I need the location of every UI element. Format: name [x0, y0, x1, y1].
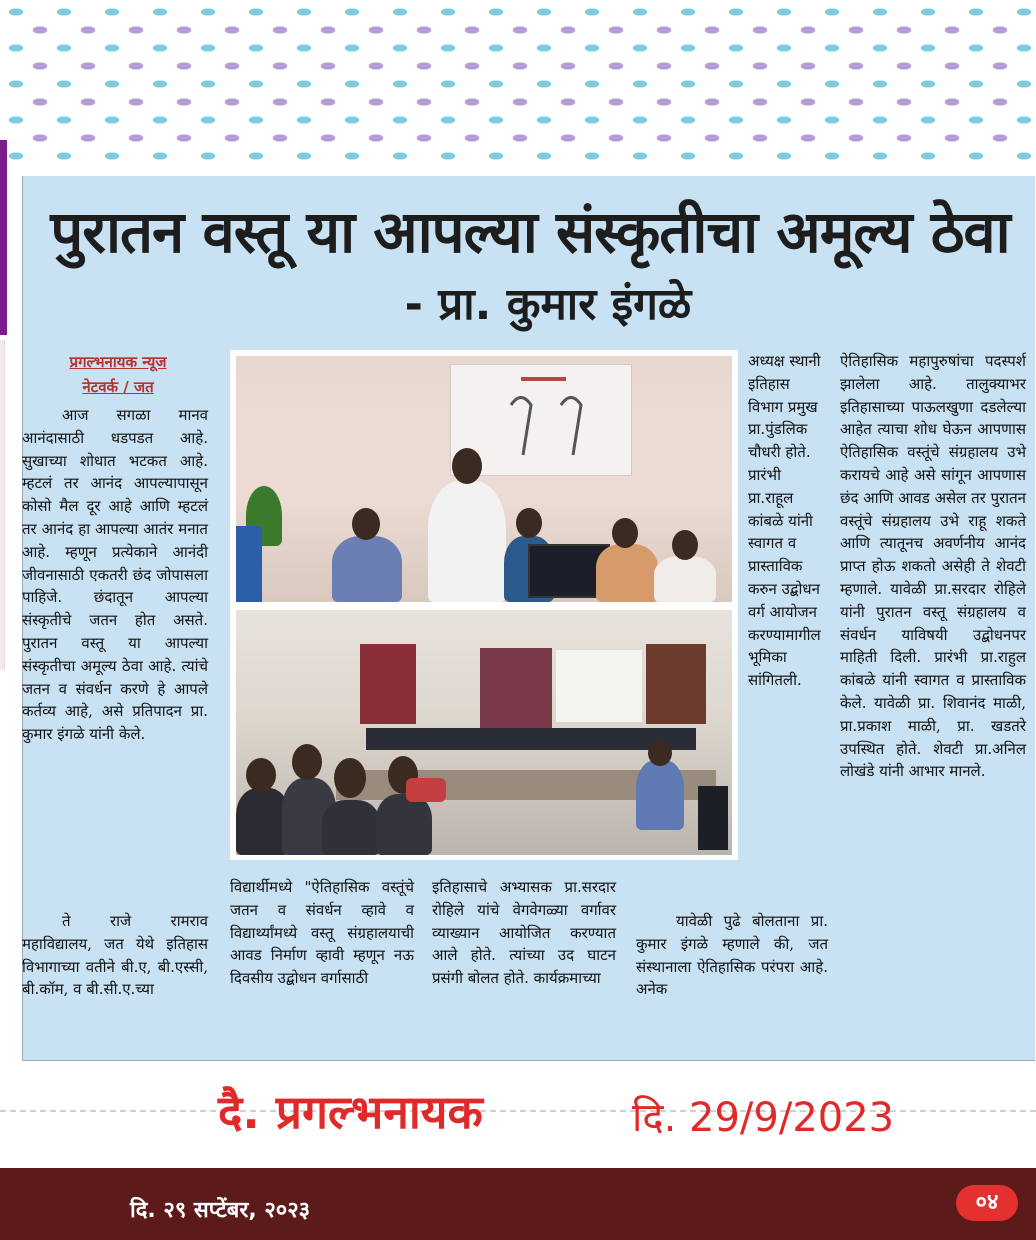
student-head-2 [292, 744, 322, 780]
decorative-fish-pattern [0, 0, 1036, 160]
article-column-1 [22, 404, 208, 746]
student-head-3 [334, 758, 366, 798]
event-photo-stage [236, 356, 732, 602]
student-4 [376, 794, 432, 855]
left-page-edge [0, 340, 5, 670]
student-3 [322, 800, 380, 855]
issue-date: दि. २९ सप्टेंबर, २०२३ [130, 1198, 311, 1223]
page-number-badge: ०४ [956, 1185, 1018, 1221]
newspaper-name: दै. प्रगल्भनायक [218, 1085, 483, 1139]
person-seated-3 [596, 544, 658, 602]
clip-date: दि. 29/9/2023 [632, 1095, 895, 1141]
person-head-3 [612, 518, 638, 548]
monitor-row [366, 728, 696, 750]
man-seated [636, 760, 684, 830]
article-paragraph: यावेळी पुढे बोलताना प्रा. कुमार इंगळे म्हणाले की, जत संस्थानाला ऐतिहासिक परंपरा आहे. अनेक [636, 912, 828, 999]
article-paragraph: आज सगळा मानव आनंदासाठी धडपडत आहे. सुखाच्या शोधात भटकत आहे. म्हटलं तर आनंद आपल्यापासून कोसो मैल दूर आहे आणि म्हटलं तर आनंद हा आपल्या आतंर मनात आहे. म्हणून प्रत्येकाने आनंदी जीवनासाठी एकतरी छंद जोपासला पाहिजे. छंदातून आपल्या संस्कृतीचे जतन होत असते. पुरातन वस्तू या आपल्या संस्कृतीचा अमूल्य ठेवा आहे. त्यांचे जतन व संवर्धन करणे हे आपले कर्तव्य आहे, असे प्रतिपादन प्रा. कुमार इंगळे यांनी केले. [22, 406, 208, 744]
article-paragraph: ते राजे रामराव महाविद्यालय, जत येथे इतिहास विभागाच्या वतीने बी.ए, बी.एस्सी, बी.कॉम, व बी.सी.ए.च्या [22, 912, 208, 999]
byline-line-2: नेटवर्क / जत [82, 378, 154, 396]
byline-line-1: प्रगल्भनायक न्यूज [69, 353, 167, 371]
subheadline: - प्रा. कुमार इंगळे [404, 279, 692, 330]
man-head [648, 740, 672, 766]
person-head-4 [672, 530, 698, 560]
article-column-below-photo-3 [636, 910, 828, 1001]
student-head-1 [246, 758, 276, 792]
person-seated-4 [654, 556, 716, 602]
monitor-front [698, 786, 728, 850]
person-seated-1 [332, 536, 402, 602]
person-head-2 [516, 508, 542, 538]
article-column-1-continued [22, 910, 208, 1001]
headline: पुरातन वस्तू या आपल्या संस्कृतीचा अमूल्य ठेवा [50, 198, 1010, 266]
window-light [556, 650, 642, 722]
article-column-3: अध्यक्ष स्थानी इतिहास विभाग प्रमुख प्रा.पुंडलिक चौधरी होते. प्रारंभी प्रा.राहूल कांबळे यांनी स्वागत व प्रास्ताविक करुन उद्बोधन वर्ग आयोजन करण्यामागील भूमिका सांगितली. [748, 352, 821, 690]
curtain-1 [360, 644, 416, 724]
speaker-head [452, 448, 482, 484]
curtain-3 [646, 644, 706, 724]
article-column-below-photo-1: विद्यार्थीमध्ये "ऐतिहासिक वस्तूंचे जतन व संवर्धन व्हावे व विद्यार्थ्यांमध्ये वस्तू संग्रहालयाची आवड निर्माण व्हावी म्हणून नऊ दिवसीय उद्बोधन वर्गासाठी [230, 878, 414, 988]
person-head-1 [352, 508, 380, 540]
banner-blue [236, 526, 262, 602]
bag-red [406, 778, 446, 802]
speaker-standing [428, 481, 506, 602]
byline [38, 350, 198, 400]
article-column-4: ऐतिहासिक महापुरुषांचा पदस्पर्श झालेला आहे. तालुक्याभर इतिहासाच्या पाऊलखुणा दडलेल्या आहेत त्याचा शोध घेऊन आपणास ऐतिहासिक वस्तूंचे संग्रहालय उभे करायचे आहे असे सांगून आपणास छंद आणि आवड असेल तर पुरातन वस्तूंचे संग्रहालय उभे राहू शकते आणि त्यातूनच अवर्णनीय आनंद प्राप्त होऊ शकतो असेही ते शेवटी म्हणाले. यावेळी प्रा.सरदार रोहिले यांनी पुरातन वस्तू संग्रहालय व संवर्धन याविषयी उद्बोधनपर माहिती दिली. प्रारंभी प्रा.राहुल कांबळे यांनी स्वागत व प्रास्ताविक केले. यावेळी प्रा. शिवानंद माळी, प्रा.प्रकाश माळी, प्रा. खडतरे उपस्थित होते. शेवटी प्रा.अनिल लोखंडे यांनी आभार मानले. [840, 352, 1026, 781]
event-photo-audience [236, 610, 732, 855]
article-column-below-photo-2: इतिहासाचे अभ्यासक प्रा.सरदार रोहिले यांचे वेगवेगळ्या वर्गावर व्याख्यान आयोजित करण्यात आले होते. त्यांच्या उद घाटन प्रसंगी बोलत होते. कार्यक्रमाच्या [432, 878, 616, 988]
curtain-2 [480, 648, 552, 728]
